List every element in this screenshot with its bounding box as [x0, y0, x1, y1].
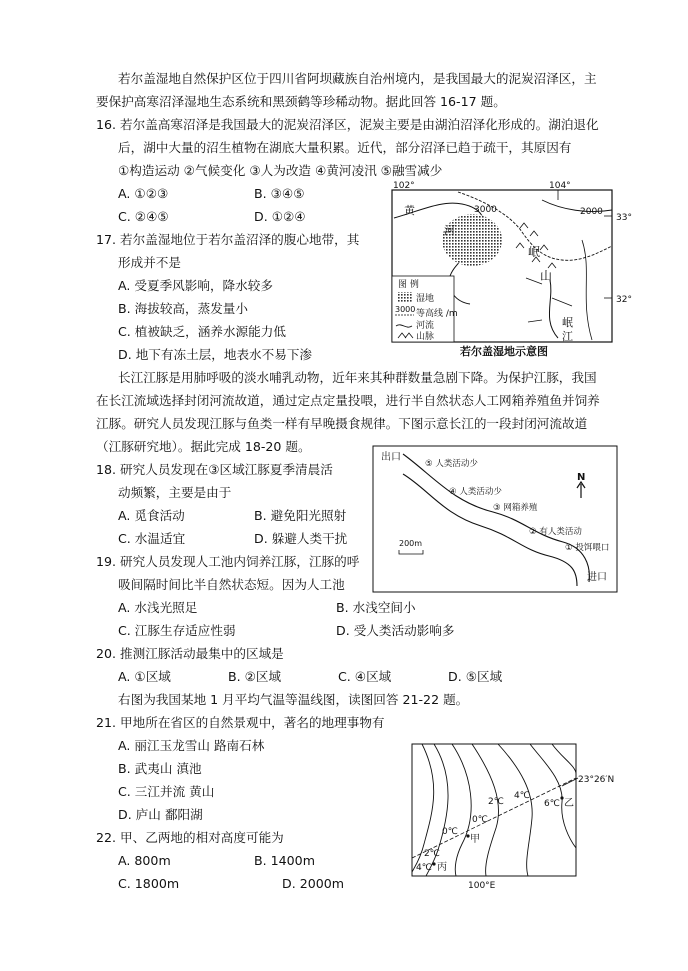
legend-mountain: 山脉	[416, 332, 435, 342]
map2-entrance: 进口	[587, 572, 607, 583]
lat-bottom-label: 32°	[616, 295, 632, 305]
q22-stem-line1: 22. 甲、乙两地的相对高度可能为	[96, 830, 284, 845]
q16-option-b[interactable]: B. ③④⑤	[254, 186, 305, 201]
q19-option-c[interactable]: C. 江豚生存适应性弱	[118, 623, 236, 638]
intro2-line2: 在长江流域选择封闭河流故道，通过定点定量投喂，进行半自然状态人工网箱养殖鱼并饲养	[96, 393, 600, 408]
isotherm-4c-b: 4℃	[416, 863, 432, 873]
north-label: N	[577, 472, 586, 483]
q20-option-c[interactable]: C. ④区域	[338, 669, 392, 684]
legend-wetland-swatch	[397, 292, 413, 302]
q16-option-c[interactable]: C. ②④⑤	[118, 209, 169, 224]
map2-frame	[373, 446, 617, 592]
lat-top-label: 33°	[616, 213, 632, 223]
zone-2-label: ② 有人类活动	[529, 527, 582, 537]
q16-option-d[interactable]: D. ①②④	[254, 209, 306, 224]
legend-contour-value: 3000	[395, 305, 416, 314]
q17-stem-line2: 形成并不是	[118, 255, 181, 270]
q18-stem-line1: 18. 研究人员发现在③区域江豚夏季清晨活	[96, 462, 333, 477]
q21-option-a[interactable]: A. 丽江玉龙雪山 路南石林	[118, 738, 265, 753]
zone-1-label: ① 投饵喂口	[565, 543, 610, 553]
q22-option-a[interactable]: A. 800m	[118, 853, 171, 868]
q18-option-a[interactable]: A. 觅食活动	[118, 508, 185, 523]
point-bing-dot	[432, 862, 435, 865]
isotherm-map	[412, 744, 626, 892]
contour-2000-label: 2000	[580, 207, 603, 217]
q20-option-d[interactable]: D. ⑤区域	[448, 669, 503, 684]
isotherm-0c-b: 0℃	[472, 815, 488, 825]
intro2-line4: （江豚研究地）。据此完成 18-20 题。	[96, 439, 311, 454]
wetland-area	[442, 214, 502, 266]
q19-option-b[interactable]: B. 水浅空间小	[336, 600, 416, 615]
ruoergai-map-caption: 若尔盖湿地示意图	[460, 345, 548, 358]
isotherm-0c-a: 0℃	[442, 827, 458, 837]
isotherm-4c-a: 4℃	[514, 791, 530, 801]
q18-option-c[interactable]: C. 水温适宜	[118, 531, 186, 546]
intro2-line1: 长江江豚是用肺呼吸的淡水哺乳动物，近年来其种群数量急剧下降。为保护江豚，我国	[118, 370, 597, 385]
label-jiang: 江	[562, 330, 573, 343]
label-huang: 黄	[404, 204, 415, 217]
q19-option-a[interactable]: A. 水浅光照足	[118, 600, 198, 615]
intro3-line1: 右图为我国某地 1 月平均气温等温线图，读图回答 21-22 题。	[118, 692, 469, 707]
tropic-label: 23°26′N	[578, 775, 615, 785]
point-bing-label: 丙	[437, 862, 447, 873]
q20-stem-line1: 20. 推测江豚活动最集中的区域是	[96, 646, 284, 661]
q16-stem-line2: 后，湖中大量的沼生植物在湖底大量积累。近代，部分沼泽已趋于疏干，其原因有	[118, 140, 572, 155]
q16-option-a[interactable]: A. ①②③	[118, 186, 169, 201]
q17-option-b[interactable]: B. 海拔较高，蒸发量小	[118, 301, 248, 316]
q17-stem-line1: 17. 若尔盖湿地位于若尔盖沼泽的腹心地带，其	[96, 232, 360, 247]
lon-label: 100°E	[468, 881, 496, 891]
q21-option-d[interactable]: D. 庐山 鄱阳湖	[118, 807, 203, 822]
river-channel-map	[373, 446, 617, 594]
zone-3-label: ③ 网箱养殖	[493, 503, 538, 513]
q18-stem-line2: 动频繁，主要是由于	[118, 485, 232, 500]
contour-3000-label: 3000	[474, 205, 497, 215]
isotherm-2c-b: 2℃	[424, 849, 440, 859]
map2-scale: 200m	[399, 539, 423, 548]
q21-option-b[interactable]: B. 武夷山 滇池	[118, 761, 202, 776]
intro2-line3: 江豚。研究人员发现江豚与鱼类一样有早晚摄食规律。下图示意长江的一段封闭河流故道	[96, 416, 588, 431]
ruoergai-map	[392, 180, 632, 360]
q18-option-b[interactable]: B. 避免阳光照射	[254, 508, 347, 523]
intro1-line1: 若尔盖湿地自然保护区位于四川省阿坝藏族自治州境内，是我国最大的泥炭沼泽区，主	[118, 71, 597, 86]
point-yi-label: 乙	[564, 798, 574, 809]
q19-option-d[interactable]: D. 受人类活动影响多	[336, 623, 455, 638]
lon-right-label: 104°	[549, 181, 571, 191]
q19-stem-line1: 19. 研究人员发现人工池内饲养江豚，江豚的呼	[96, 554, 360, 569]
label-he: 河	[444, 224, 455, 237]
legend-river: 河流	[416, 321, 435, 331]
q22-option-b[interactable]: B. 1400m	[254, 853, 315, 868]
q17-option-c[interactable]: C. 植被缺乏，涵养水源能力低	[118, 324, 286, 339]
q18-option-d[interactable]: D. 躲避人类干扰	[254, 531, 348, 546]
q22-option-c[interactable]: C. 1800m	[118, 876, 180, 891]
q20-option-b[interactable]: B. ②区域	[228, 669, 282, 684]
q17-option-d[interactable]: D. 地下有冻土层，地表水不易下渗	[118, 347, 313, 362]
zone-4-label: ④ 人类活动少	[449, 487, 502, 497]
q16-stem-line3: ①构造运动 ②气候变化 ③人为改造 ④黄河凌汛 ⑤融雪减少	[118, 163, 443, 178]
q21-option-c[interactable]: C. 三江并流 黄山	[118, 784, 215, 799]
label-min: 岷	[528, 245, 541, 259]
isotherm-2c-a: 2℃	[488, 797, 504, 807]
legend-contour: 等高线 /m	[416, 309, 458, 319]
lon-left-label: 102°	[393, 181, 415, 191]
legend-title: 图 例	[398, 280, 419, 290]
q20-option-a[interactable]: A. ①区域	[118, 669, 171, 684]
point-jia-label: 甲	[470, 834, 480, 845]
map2-exit: 出口	[381, 452, 401, 463]
label-shan: 山	[540, 269, 553, 283]
q16-stem-line1: 16. 若尔盖高寒沼泽是我国最大的泥炭沼泽区，泥炭主要是由湖泊沼泽化形成的。湖泊退化	[96, 117, 599, 132]
intro1-line2: 要保护高寒沼泽湿地生态系统和黑颈鹤等珍稀动物。据此回答 16-17 题。	[96, 94, 506, 109]
zone-5-label: ⑤ 人类活动少	[425, 459, 478, 469]
q19-stem-line2: 吸间隔时间比半自然状态短。因为人工池	[118, 577, 345, 592]
q21-stem-line1: 21. 甲地所在省区的自然景观中，著名的地理事物有	[96, 715, 385, 730]
label-min2: 岷	[562, 316, 573, 329]
isotherm-6c: 6℃	[544, 799, 560, 809]
q17-option-a[interactable]: A. 受夏季风影响，降水较多	[118, 278, 273, 293]
q22-option-d[interactable]: D. 2000m	[282, 876, 345, 891]
legend-wetland: 湿地	[416, 294, 435, 304]
